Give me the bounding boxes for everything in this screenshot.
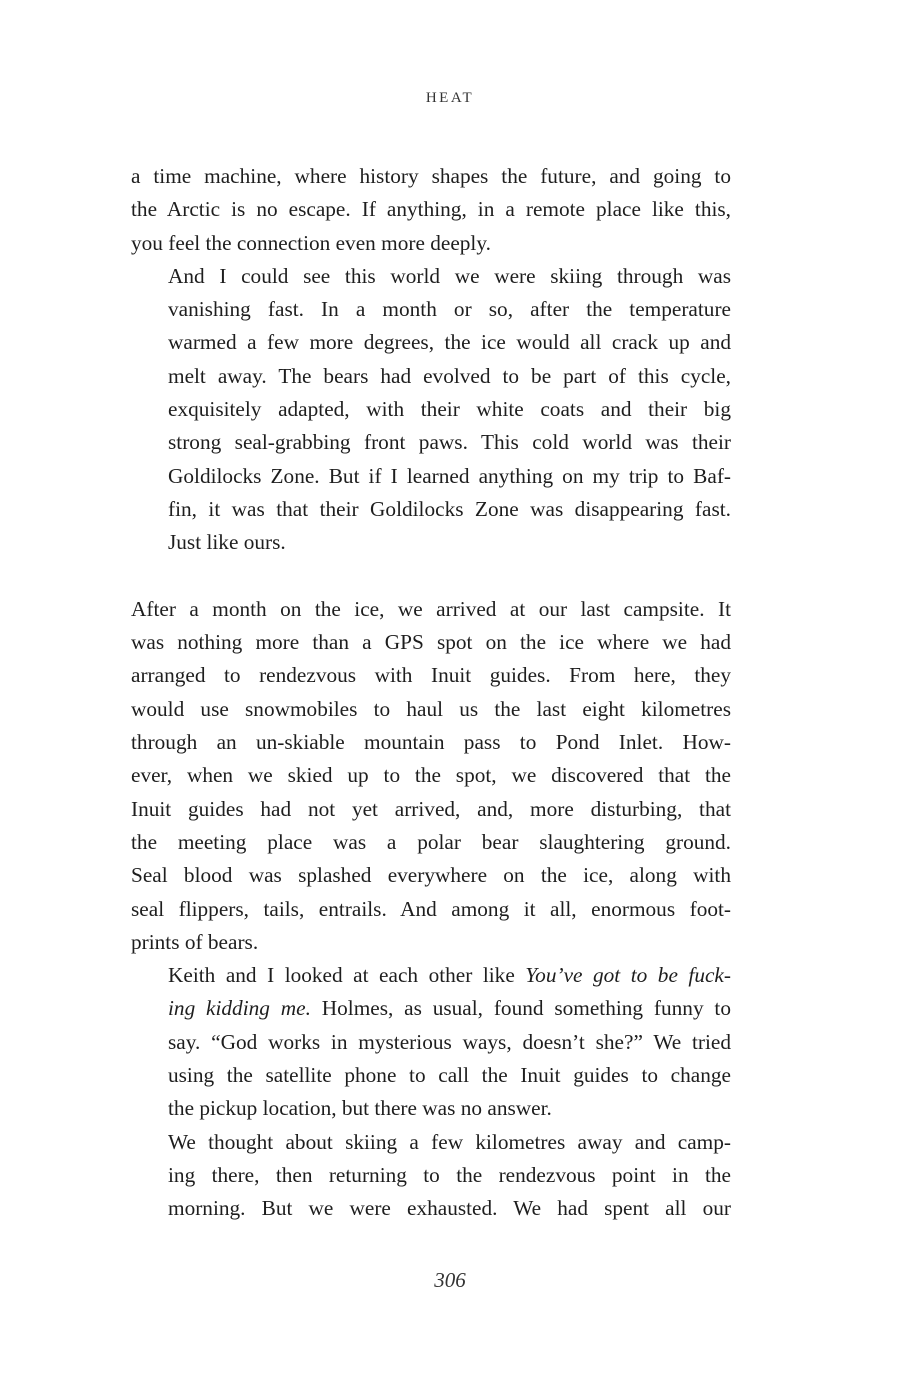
body-text (131, 160, 731, 1226)
text-run: Holmes, as usual, found something funny to (310, 996, 731, 1021)
text-line: the meeting place was a polar bear slaughtering ground. (131, 829, 731, 854)
text-line: say. “God works in mysterious ways, doesn’t she?” We tried (168, 1029, 731, 1054)
text-line: Goldilocks Zone. But if I learned anything on my trip to Baf- (168, 463, 731, 488)
text-line (131, 959, 731, 992)
text-line: morning. But we were exhausted. We had spent all our (168, 1196, 731, 1221)
text-line: vanishing fast. In a month or so, after the temperature (168, 297, 731, 322)
text-line: melt away. The bears had evolved to be part of this cycle, (168, 363, 731, 388)
text-line: through an un-skiable mountain pass to Pond Inlet. How- (131, 730, 731, 755)
text-run: Keith and I looked at each other like (168, 963, 526, 988)
paragraph-3 (131, 593, 731, 959)
text-line: was nothing more than a GPS spot on the ice where we had (131, 630, 731, 655)
paragraph-1 (131, 160, 731, 260)
text-line: ever, when we skied up to the spot, we discovered that the (131, 763, 731, 788)
italic-text: ing kidding me. (168, 996, 311, 1021)
text-line: the Arctic is no escape. If anything, in a remote place like this, (131, 197, 731, 222)
text-line: And I could see this world we were skiing through was (168, 263, 731, 288)
text-line: Inuit guides had not yet arrived, and, more disturbing, that (131, 796, 731, 821)
text-line: would use snowmobiles to haul us the last eight kilometres (131, 696, 731, 721)
text-line: Seal blood was splashed everywhere on the ice, along with (131, 863, 731, 888)
text-line: fin, it was that their Goldilocks Zone was disappearing fast. (168, 496, 731, 521)
running-head: HEAT (425, 90, 475, 106)
paragraph-5 (131, 1126, 731, 1226)
text-line: Just like ours. (168, 530, 286, 555)
text-line (131, 992, 731, 1025)
text-line: the pickup location, but there was no answer. (168, 1096, 552, 1121)
text-line: ing there, then returning to the rendezvous point in the (168, 1162, 731, 1187)
text-line: prints of bears. (131, 929, 259, 954)
text-line: strong seal-grabbing front paws. This cold world was their (168, 430, 731, 455)
paragraph-4 (131, 959, 731, 1125)
text-line: seal flippers, tails, entrails. And among it all, enormous foot- (131, 896, 731, 921)
text-line: warmed a few more degrees, the ice would all crack up and (168, 330, 731, 355)
text-line: exquisitely adapted, with their white coats and their big (168, 397, 731, 422)
text-line: you feel the connection even more deeply. (131, 230, 491, 255)
text-line: We thought about skiing a few kilometres away and camp- (168, 1129, 731, 1154)
text-line: After a month on the ice, we arrived at our last campsite. It (131, 596, 731, 621)
text-line: using the satellite phone to call the Inuit guides to change (168, 1063, 731, 1088)
paragraph-2 (131, 260, 731, 560)
italic-text: You’ve got to be fuck- (525, 963, 731, 988)
page-number: 306 (434, 1268, 466, 1292)
text-line: a time machine, where history shapes the future, and going to (131, 164, 731, 188)
text-line: arranged to rendezvous with Inuit guides. From here, they (131, 663, 731, 688)
